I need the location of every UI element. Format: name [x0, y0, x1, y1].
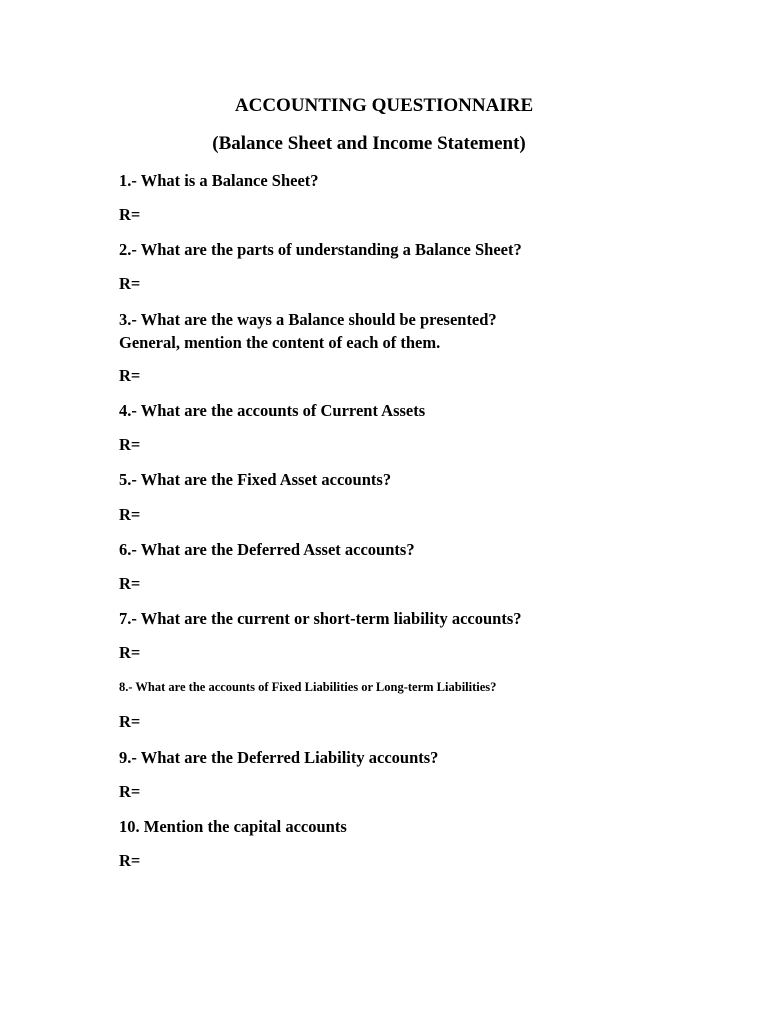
question-text: 6.- What are the Deferred Asset accounts?: [119, 540, 415, 559]
question-6: [119, 538, 679, 561]
question-9: [119, 746, 679, 769]
question-10: [119, 815, 679, 838]
answer-label-2: R=: [119, 274, 141, 293]
answer-label-3: R=: [119, 366, 141, 385]
answer-label-7: R=: [119, 643, 141, 662]
answer-label-5: R=: [119, 505, 141, 524]
question-text: 8.- What are the accounts of Fixed Liabilities or Long-term Liabilities?: [119, 680, 497, 694]
question-text: 3.- What are the ways a Balance should be presented?: [119, 310, 497, 329]
question-text: 7.- What are the current or short-term liability accounts?: [119, 609, 522, 628]
answer-label-4: R=: [119, 435, 141, 454]
answer-label-8: R=: [119, 712, 141, 731]
document-title: ACCOUNTING QUESTIONNAIRE: [234, 95, 534, 116]
question-1: [119, 169, 679, 192]
question-2: [119, 238, 679, 261]
answer-label-9: R=: [119, 782, 141, 801]
question-5: [119, 468, 679, 491]
question-text: 5.- What are the Fixed Asset accounts?: [119, 470, 392, 489]
answer-label-10: R=: [119, 851, 141, 870]
question-text: 9.- What are the Deferred Liability accounts?: [119, 748, 439, 767]
question-text: 1.- What is a Balance Sheet?: [119, 171, 319, 190]
document-subtitle: (Balance Sheet and Income Statement): [212, 133, 526, 154]
question-text: 10. Mention the capital accounts: [119, 817, 347, 836]
question-3: [119, 308, 679, 354]
question-text: 4.- What are the accounts of Current Assets: [119, 401, 426, 420]
question-7: [119, 607, 679, 630]
answer-label-6: R=: [119, 574, 141, 593]
question-8: [119, 678, 679, 696]
answer-label-1: R=: [119, 205, 141, 224]
question-text-continued: General, mention the content of each of them.: [119, 333, 441, 352]
question-4: [119, 399, 679, 422]
question-text: 2.- What are the parts of understanding a Balance Sheet?: [119, 240, 522, 259]
